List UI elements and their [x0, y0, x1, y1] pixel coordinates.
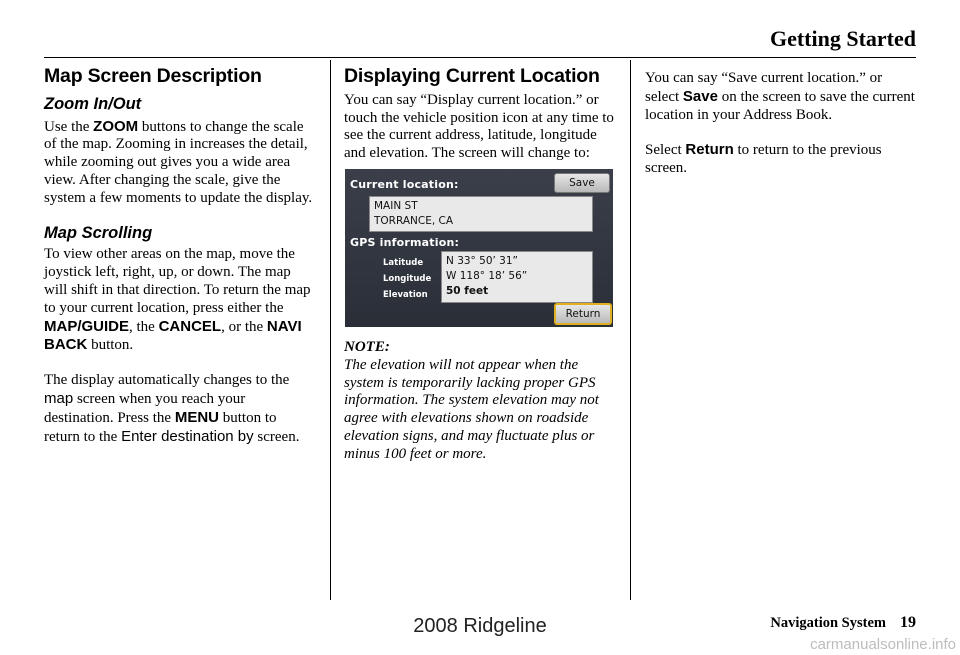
save-button[interactable]: Save [554, 173, 610, 193]
map-guide-key: MAP/GUIDE [44, 317, 130, 335]
column-current-location [344, 64, 616, 464]
column-divider-1 [330, 60, 331, 600]
save-key: Save [682, 87, 718, 105]
auto-change-paragraph: The display automatically changes to the map screen when you reach your destination. Press the MENU button to return to the Enter destination by screen. [44, 372, 300, 445]
menu-key: MENU [174, 408, 219, 426]
current-location-screen-image [345, 169, 613, 327]
cancel-key: CANCEL [158, 317, 222, 335]
save-paragraph: You can say “Save current location.” or select Save on the screen to save the current location in your Address Book. [645, 70, 915, 123]
zoom-key: ZOOM [93, 117, 139, 135]
longitude-value: W 118° 18’ 56” [446, 269, 528, 282]
watermark: carmanualsonline.info [810, 636, 956, 653]
latitude-value: N 33° 50’ 31” [446, 254, 518, 267]
enter-destination-term: Enter destination by [121, 427, 254, 445]
footer-model: 2008 Ridgeline [413, 615, 547, 637]
elevation-value: 50 feet [446, 284, 489, 297]
return-paragraph: Select Return to return to the previous screen. [645, 141, 882, 177]
note-label: NOTE: [344, 338, 390, 355]
scrolling-heading: Map Scrolling [44, 223, 153, 242]
current-location-label: Current location: [350, 177, 459, 191]
map-screen-term: map [44, 389, 74, 407]
footer-page-info [770, 614, 916, 632]
navi-back-key: NAVI BACK [44, 317, 302, 354]
elevation-label: Elevation [383, 289, 428, 300]
gps-information-label: GPS information: [350, 235, 460, 249]
scrolling-paragraph: To view other areas on the map, move the joystick left, right, up, or down. The map will shift in that direction. To return the map to your current location, press either the MAP/GUIDE, the CANCEL, or the NAVI BACK button. [44, 246, 311, 354]
column-save-return [645, 64, 917, 195]
header-rule [44, 57, 916, 58]
return-key: Return [685, 141, 734, 159]
longitude-label: Longitude [383, 273, 432, 284]
column-divider-2 [630, 60, 631, 600]
address-city: TORRANCE, CA [374, 214, 454, 227]
latitude-label: Latitude [383, 257, 424, 268]
gps-values-box [441, 251, 593, 303]
zoom-paragraph: Use the ZOOM buttons to change the scale of the map. Zooming in increases the detail, while zooming out gives you a wide area view. After changing the scale, give the system a few moments to update the display. [44, 117, 313, 206]
page-number: 19 [900, 614, 916, 631]
page-header-title: Getting Started [769, 26, 916, 51]
current-location-heading: Displaying Current Location [344, 65, 600, 87]
address-box [369, 196, 593, 232]
address-street: MAIN ST [374, 199, 418, 212]
return-button[interactable]: Return [554, 303, 612, 325]
zoom-heading: Zoom In/Out [44, 94, 142, 113]
footer-section: Navigation System [770, 615, 886, 631]
column-map-screen [44, 64, 316, 463]
map-screen-heading: Map Screen Description [44, 65, 262, 87]
current-location-intro: You can say “Display current location.” or touch the vehicle position icon at any time to see the current address, latitude, longitude and elevation. The screen will change to: [344, 91, 614, 162]
note-text: The elevation will not appear when the system is temporarily lacking proper GPS information. The system elevation may not agree with elevations shown on roadside elevation signs, and may fluctuate plus or minus 100 feet or more. [344, 356, 599, 462]
